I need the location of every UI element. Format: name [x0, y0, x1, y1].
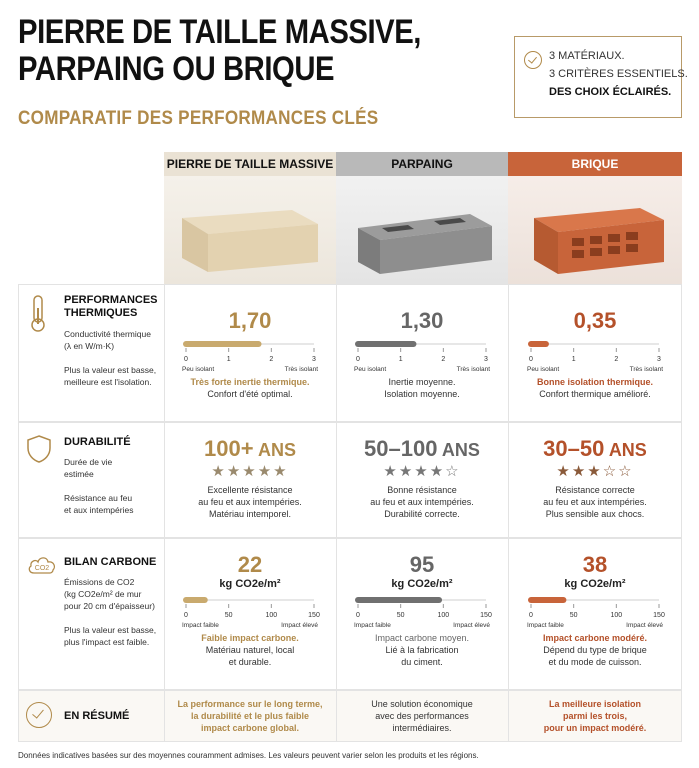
- thermal-scale: [525, 338, 665, 372]
- summary-line-3: pour un impact modéré.: [543, 723, 647, 733]
- scale-high-label: Impact élevé: [281, 622, 318, 628]
- thermal-cell-block: [336, 284, 508, 422]
- scale-high-label: Impact élevé: [626, 622, 663, 628]
- durability-years: 50–100: [364, 436, 438, 461]
- star-empty-icon: ☆: [618, 463, 634, 480]
- durability-desc-2: estimée: [64, 469, 94, 479]
- durability-label: [18, 422, 164, 538]
- scale-low-label: Peu isolant: [527, 366, 560, 372]
- scale-high-label: Impact élevé: [453, 622, 490, 628]
- thermal-cell-brick: [508, 284, 682, 422]
- star-filled-icon: ★: [571, 463, 588, 480]
- scale-tick-label: 100: [265, 612, 278, 619]
- scale-tick-label: 100: [437, 612, 450, 619]
- carbon-emph: Impact carbone moyen.: [374, 633, 470, 643]
- concrete-block-image: [336, 176, 508, 284]
- scale-tick-label: 2: [269, 356, 274, 363]
- durability-desc-1: Durée de vie: [64, 457, 113, 467]
- scale-low-label: Impact faible: [354, 622, 391, 628]
- thermal-emph: Bonne isolation thermique.: [536, 377, 653, 387]
- star-filled-icon: ★: [587, 463, 603, 480]
- stone-block-image: [164, 176, 336, 284]
- star-filled-icon: ★: [556, 463, 572, 480]
- carbon-value: 95: [409, 552, 435, 577]
- summary-line-1: La performance sur le long terme,: [177, 699, 323, 709]
- scale-high-label: Très isolant: [629, 366, 663, 372]
- thermal-note-1: Plus la valeur est basse,: [64, 365, 157, 375]
- carbon-unit: kg CO2e/m²: [219, 578, 281, 590]
- summary-line-1: Une solution économique: [371, 699, 473, 709]
- carbon-note-2: plus l'impact est faible.: [64, 637, 150, 647]
- summary-line-2: la durabilité et le plus faible: [190, 711, 310, 721]
- scale-tick-label: 0: [529, 356, 533, 363]
- durability-desc-3: Durabilité correcte.: [384, 509, 460, 519]
- durability-unit: ANS: [441, 440, 480, 460]
- durability-cell-brick: [508, 422, 682, 538]
- title-line-2: PARPAING OU BRIQUE: [18, 50, 335, 88]
- durability-desc-1: Bonne résistance: [387, 485, 457, 495]
- thermal-note-2: meilleure est l'isolation.: [64, 377, 152, 387]
- scale-tick-label: 50: [569, 612, 578, 619]
- star-filled-icon: ★: [398, 463, 415, 480]
- scale-tick-label: 0: [356, 612, 360, 619]
- durability-years: 30–50: [543, 436, 605, 461]
- durability-desc-2: au feu et aux intempéries.: [198, 497, 302, 507]
- column-header-block: PARPAING: [336, 152, 508, 176]
- check-circle-icon: [524, 51, 542, 69]
- thermal-value: 1,70: [228, 308, 272, 333]
- scale-tick-label: 150: [308, 612, 320, 619]
- thermal-value: 0,35: [573, 308, 617, 333]
- durability-note-2: et aux intempéries: [64, 505, 134, 515]
- summary-cell-block: [336, 690, 508, 742]
- thermal-title-1: PERFORMANCES: [64, 294, 158, 306]
- carbon-note-1: Plus la valeur est basse,: [64, 625, 157, 635]
- thermal-desc-2: (λ en W/m·K): [64, 341, 115, 351]
- carbon-value: 38: [582, 552, 608, 577]
- summary-label: [18, 690, 164, 742]
- scale-tick-label: 0: [184, 612, 188, 619]
- callout-line-2: 3 CRITÈRES ESSENTIELS.: [549, 68, 688, 80]
- carbon-desc-1: Émissions de CO2: [64, 577, 135, 587]
- durability-desc-1: Résistance correcte: [555, 485, 635, 495]
- summary-cell-brick: [508, 690, 682, 742]
- star-empty-icon: ☆: [445, 463, 461, 480]
- carbon-cell-block: [336, 538, 508, 690]
- scale-tick-label: 1: [571, 356, 576, 363]
- thermal-desc: Confort d'été optimal.: [207, 389, 293, 399]
- carbon-emph: Impact carbone modéré.: [542, 633, 648, 643]
- carbon-emph: Faible impact carbone.: [201, 633, 299, 643]
- carbon-desc-2: (kg CO2e/m² de mur: [64, 589, 142, 599]
- durability-desc-3: Plus sensible aux chocs.: [545, 509, 645, 519]
- carbon-desc-3: pour 20 cm d'épaisseur): [64, 601, 155, 611]
- scale-tick-label: 2: [614, 356, 619, 363]
- thermal-value: 1,30: [400, 308, 444, 333]
- durability-desc-2: au feu et aux intempéries.: [543, 497, 647, 507]
- scale-tick-label: 0: [356, 356, 360, 363]
- star-filled-icon: ★: [273, 463, 289, 480]
- scale-high-label: Très isolant: [284, 366, 318, 372]
- summary-line-2: avec des performances: [375, 711, 469, 721]
- rating-stars: [508, 462, 682, 480]
- comparison-table: [18, 152, 682, 742]
- thermal-title-2: THERMIQUES: [64, 307, 138, 319]
- carbon-cell-brick: [508, 538, 682, 690]
- star-filled-icon: ★: [429, 463, 446, 480]
- callout-line-1: 3 MATÉRIAUX.: [549, 50, 625, 62]
- brick-image: [508, 176, 682, 284]
- scale-tick-label: 3: [657, 356, 661, 363]
- durability-years: 100+: [203, 436, 254, 461]
- scale-tick-label: 150: [653, 612, 665, 619]
- scale-tick-label: 100: [610, 612, 623, 619]
- scale-low-label: Peu isolant: [182, 366, 215, 372]
- scale-tick-label: 0: [184, 356, 188, 363]
- durability-cell-stone: [164, 422, 336, 538]
- thermal-desc-1: Conductivité thermique: [64, 329, 151, 339]
- summary-title: EN RÉSUMÉ: [64, 710, 130, 722]
- thermal-scale: [180, 338, 320, 372]
- scale-tick-label: 1: [226, 356, 231, 363]
- thermal-emph: Inertie moyenne.: [388, 377, 456, 387]
- durability-title: DURABILITÉ: [64, 436, 131, 448]
- star-filled-icon: ★: [226, 463, 243, 480]
- durability-cell-block: [336, 422, 508, 538]
- durability-unit: ANS: [608, 440, 647, 460]
- scale-low-label: Peu isolant: [354, 366, 387, 372]
- scale-tick-label: 150: [480, 612, 492, 619]
- scale-high-label: Très isolant: [456, 366, 490, 372]
- star-empty-icon: ☆: [602, 463, 619, 480]
- carbon-desc-2: et durable.: [228, 657, 272, 667]
- carbon-label: [18, 538, 164, 690]
- summary-cell-stone: [164, 690, 336, 742]
- scale-tick-label: 50: [396, 612, 405, 619]
- column-header-brick: BRIQUE: [508, 152, 682, 176]
- page-subtitle: COMPARATIF DES PERFORMANCES CLÉS: [18, 108, 379, 129]
- carbon-desc-2: et du mode de cuisson.: [548, 657, 642, 667]
- thermal-label: [18, 284, 164, 422]
- scale-tick-label: 0: [529, 612, 533, 619]
- thermal-scale: [352, 338, 492, 372]
- scale-tick-label: 2: [441, 356, 446, 363]
- thermal-desc: Confort thermique amélioré.: [539, 389, 651, 399]
- star-filled-icon: ★: [414, 463, 430, 480]
- carbon-cell-stone: [164, 538, 336, 690]
- durability-desc-1: Excellente résistance: [207, 485, 293, 495]
- star-filled-icon: ★: [383, 463, 399, 480]
- carbon-desc-1: Matériau naturel, local: [205, 645, 295, 655]
- star-filled-icon: ★: [242, 463, 258, 480]
- callout-line-3: DES CHOIX ÉCLAIRÉS.: [549, 86, 672, 98]
- thermometer-icon: [26, 294, 50, 334]
- co2-cloud-icon: [26, 552, 58, 576]
- carbon-value: 22: [237, 552, 263, 577]
- thermal-emph: Très forte inertie thermique.: [190, 377, 310, 387]
- carbon-unit: kg CO2e/m²: [391, 578, 453, 590]
- carbon-scale: [180, 594, 320, 628]
- scale-tick-label: 50: [224, 612, 233, 619]
- carbon-desc-1: Dépend du type de brique: [543, 645, 647, 655]
- durability-unit: ANS: [258, 440, 297, 460]
- summary-line-2: parmi les trois,: [562, 711, 628, 721]
- scale-tick-label: 1: [398, 356, 403, 363]
- summary-line-1: La meilleure isolation: [548, 699, 642, 709]
- summary-line-3: impact carbone global.: [200, 723, 300, 733]
- carbon-title: BILAN CARBONE: [64, 556, 157, 568]
- scale-low-label: Impact faible: [182, 622, 219, 628]
- rating-stars: [164, 462, 336, 480]
- shield-icon: [26, 434, 52, 464]
- check-circle-icon: [26, 702, 52, 728]
- co2-icon-text: CO2: [34, 565, 50, 572]
- key-points-callout: [514, 36, 688, 118]
- carbon-scale: [352, 594, 492, 628]
- durability-desc-3: Matériau intemporel.: [208, 509, 292, 519]
- thermal-cell-stone: [164, 284, 336, 422]
- carbon-scale: [525, 594, 665, 628]
- thermal-desc: Isolation moyenne.: [384, 389, 460, 399]
- star-filled-icon: ★: [257, 463, 274, 480]
- footnote: Données indicatives basées sur des moyennes couramment admises. Les valeurs peuvent varier selon les produits et les régions.: [18, 751, 479, 760]
- title-line-1: PIERRE DE TAILLE MASSIVE,: [18, 13, 422, 51]
- summary-line-3: intermédiaires.: [392, 723, 452, 733]
- column-header-stone: PIERRE DE TAILLE MASSIVE: [164, 152, 336, 176]
- durability-note-1: Résistance au feu: [64, 493, 133, 503]
- page-title: [18, 14, 422, 88]
- star-filled-icon: ★: [211, 463, 227, 480]
- carbon-desc-1: Lié à la fabrication: [385, 645, 459, 655]
- scale-tick-label: 3: [312, 356, 316, 363]
- carbon-unit: kg CO2e/m²: [564, 578, 626, 590]
- durability-desc-2: au feu et aux intempéries.: [370, 497, 474, 507]
- scale-low-label: Impact faible: [527, 622, 564, 628]
- scale-tick-label: 3: [484, 356, 488, 363]
- carbon-desc-2: du ciment.: [401, 657, 443, 667]
- rating-stars: [336, 462, 508, 480]
